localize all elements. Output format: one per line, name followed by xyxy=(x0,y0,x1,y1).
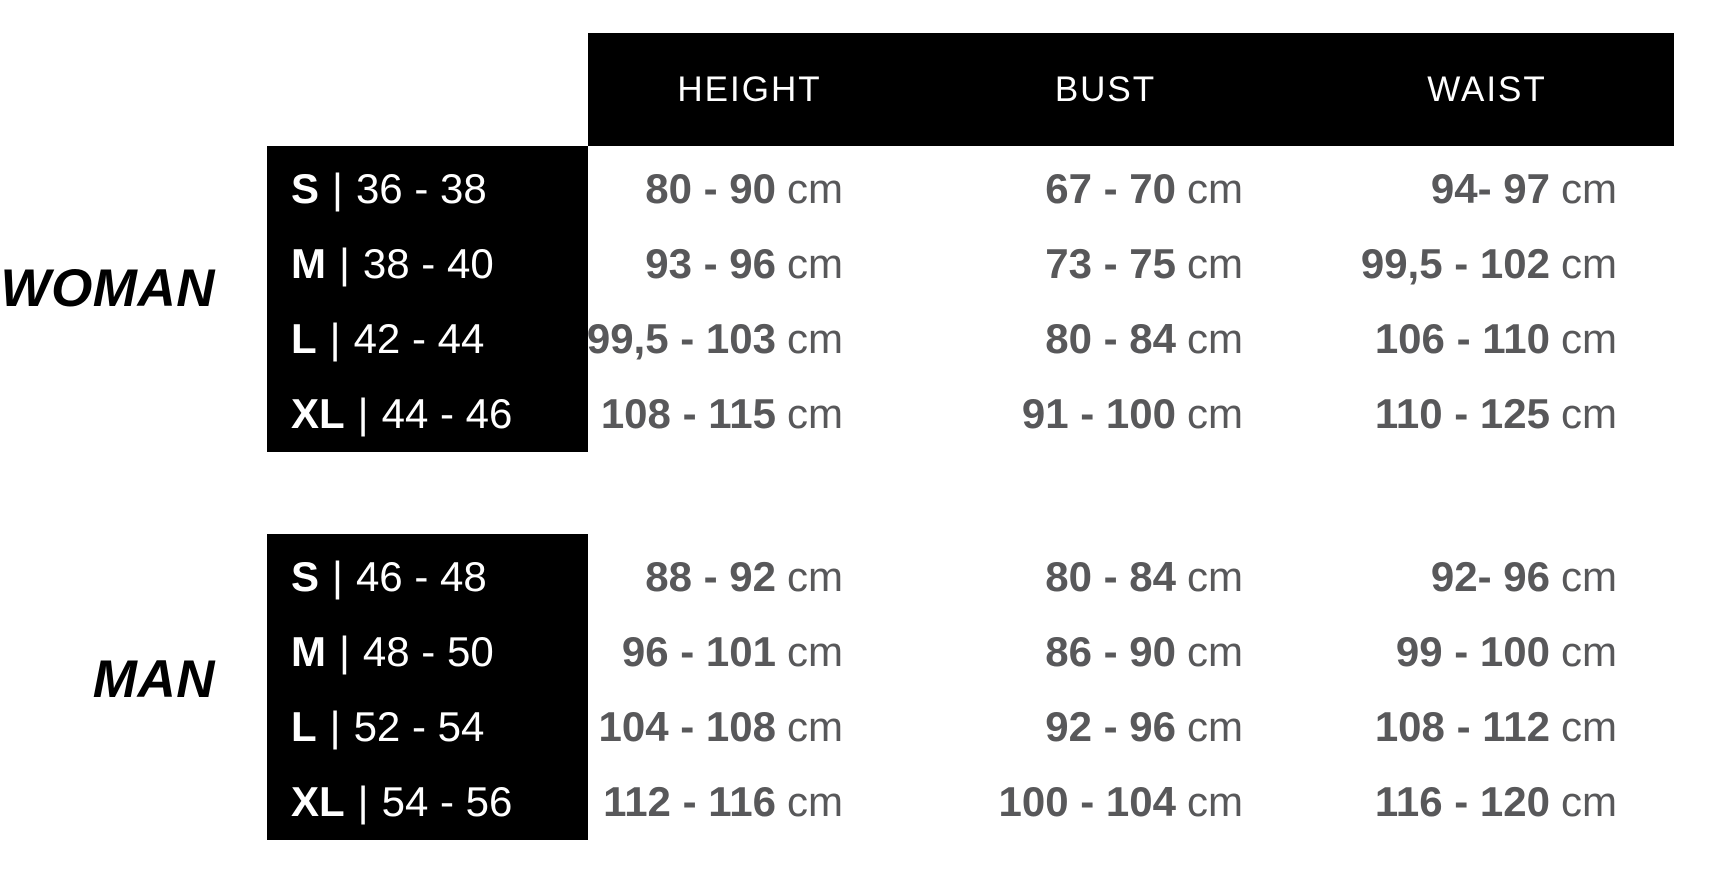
size-row-man-xl xyxy=(267,765,588,840)
value-unit: cm xyxy=(1187,703,1243,751)
value-woman-m-waist xyxy=(1300,226,1674,301)
value-unit: cm xyxy=(1561,627,1617,675)
value-unit: cm xyxy=(1561,390,1617,438)
size-separator: | xyxy=(332,164,343,212)
value-man-l-height xyxy=(588,690,911,765)
value-number: 91 - 100 xyxy=(1021,390,1176,438)
value-unit: cm xyxy=(1187,164,1243,212)
value-unit: cm xyxy=(787,778,843,826)
value-unit: cm xyxy=(1187,627,1243,675)
value-unit: cm xyxy=(1187,390,1243,438)
value-unit: cm xyxy=(1561,315,1617,363)
size-letter: L xyxy=(291,315,317,363)
value-number: 100 - 104 xyxy=(998,778,1176,826)
value-man-m-waist xyxy=(1300,614,1674,689)
size-row-woman-xl xyxy=(267,377,588,452)
value-unit: cm xyxy=(1187,239,1243,287)
value-number: 94- 97 xyxy=(1430,164,1550,212)
value-number: 99 - 100 xyxy=(1395,627,1550,675)
size-separator: | xyxy=(339,239,350,287)
value-man-l-waist xyxy=(1300,690,1674,765)
value-unit: cm xyxy=(787,703,843,751)
value-unit: cm xyxy=(787,239,843,287)
size-row-man-s xyxy=(267,539,588,614)
value-unit: cm xyxy=(1561,239,1617,287)
size-separator: | xyxy=(357,778,369,826)
size-separator: | xyxy=(339,627,350,675)
size-letter: XL xyxy=(291,778,345,826)
column-header-height: HEIGHT xyxy=(677,69,822,109)
value-man-s-bust xyxy=(911,539,1300,614)
value-unit: cm xyxy=(1561,164,1617,212)
value-man-m-height xyxy=(588,614,911,689)
value-number: 110 - 125 xyxy=(1374,390,1550,438)
measurement-header-bar xyxy=(588,33,1674,146)
value-number: 99,5 - 102 xyxy=(1360,239,1550,287)
value-man-m-bust xyxy=(911,614,1300,689)
value-unit: cm xyxy=(787,627,843,675)
value-woman-xl-bust xyxy=(911,377,1300,452)
value-unit: cm xyxy=(1187,315,1243,363)
size-letter: M xyxy=(291,239,326,287)
value-woman-l-height xyxy=(588,302,911,377)
size-block-woman xyxy=(267,146,588,452)
size-row-woman-s xyxy=(267,151,588,226)
size-separator: | xyxy=(332,552,343,600)
size-range: 46 - 48 xyxy=(355,552,487,600)
size-letter: L xyxy=(291,703,317,751)
value-number: 88 - 92 xyxy=(645,552,776,600)
size-row-man-l xyxy=(267,690,588,765)
size-range: 44 - 46 xyxy=(381,390,513,438)
value-number: 80 - 84 xyxy=(1045,315,1176,363)
size-separator: | xyxy=(329,703,341,751)
size-range: 54 - 56 xyxy=(381,778,513,826)
value-unit: cm xyxy=(787,390,843,438)
value-number: 80 - 84 xyxy=(1045,552,1176,600)
size-range: 36 - 38 xyxy=(355,164,487,212)
value-unit: cm xyxy=(787,164,843,212)
value-number: 99,5 - 103 xyxy=(586,315,776,363)
value-unit: cm xyxy=(1561,703,1617,751)
value-number: 92 - 96 xyxy=(1045,703,1176,751)
size-letter: S xyxy=(291,552,320,600)
size-letter: M xyxy=(291,627,326,675)
section-label-woman: WOMAN xyxy=(0,259,215,318)
value-man-xl-height xyxy=(588,765,911,840)
value-woman-xl-waist xyxy=(1300,377,1674,452)
value-woman-m-height xyxy=(588,226,911,301)
size-range: 42 - 44 xyxy=(353,315,485,363)
size-separator: | xyxy=(329,315,341,363)
value-woman-xl-height xyxy=(588,377,911,452)
size-row-man-m xyxy=(267,614,588,689)
values-grid-man xyxy=(588,534,1674,840)
value-number: 108 - 112 xyxy=(1374,703,1550,751)
size-separator: | xyxy=(357,390,369,438)
value-man-xl-bust xyxy=(911,765,1300,840)
value-number: 93 - 96 xyxy=(645,239,776,287)
value-number: 106 - 110 xyxy=(1374,315,1550,363)
values-grid-woman xyxy=(588,146,1674,452)
value-man-xl-waist xyxy=(1300,765,1674,840)
size-range: 38 - 40 xyxy=(362,239,494,287)
value-unit: cm xyxy=(1561,552,1617,600)
value-woman-s-bust xyxy=(911,151,1300,226)
value-number: 67 - 70 xyxy=(1045,164,1176,212)
size-row-woman-l xyxy=(267,302,588,377)
value-woman-m-bust xyxy=(911,226,1300,301)
value-number: 104 - 108 xyxy=(598,703,776,751)
column-header-waist: WAIST xyxy=(1427,69,1547,109)
size-block-man xyxy=(267,534,588,840)
value-number: 80 - 90 xyxy=(645,164,776,212)
value-unit: cm xyxy=(1187,778,1243,826)
value-number: 73 - 75 xyxy=(1045,239,1176,287)
value-unit: cm xyxy=(1561,778,1617,826)
value-man-s-height xyxy=(588,539,911,614)
value-number: 96 - 101 xyxy=(621,627,776,675)
value-woman-s-waist xyxy=(1300,151,1674,226)
value-number: 112 - 116 xyxy=(603,778,776,826)
column-header-bust: BUST xyxy=(1054,69,1157,109)
value-unit: cm xyxy=(787,315,843,363)
section-label-man: MAN xyxy=(92,650,215,709)
value-woman-l-bust xyxy=(911,302,1300,377)
size-range: 52 - 54 xyxy=(353,703,485,751)
value-man-l-bust xyxy=(911,690,1300,765)
value-number: 86 - 90 xyxy=(1045,627,1176,675)
value-woman-s-height xyxy=(588,151,911,226)
value-number: 92- 96 xyxy=(1430,552,1550,600)
value-number: 116 - 120 xyxy=(1374,778,1550,826)
value-unit: cm xyxy=(1187,552,1243,600)
size-row-woman-m xyxy=(267,226,588,301)
size-range: 48 - 50 xyxy=(362,627,494,675)
value-unit: cm xyxy=(787,552,843,600)
size-letter: XL xyxy=(291,390,345,438)
value-man-s-waist xyxy=(1300,539,1674,614)
size-letter: S xyxy=(291,164,320,212)
value-number: 108 - 115 xyxy=(600,390,776,438)
value-woman-l-waist xyxy=(1300,302,1674,377)
